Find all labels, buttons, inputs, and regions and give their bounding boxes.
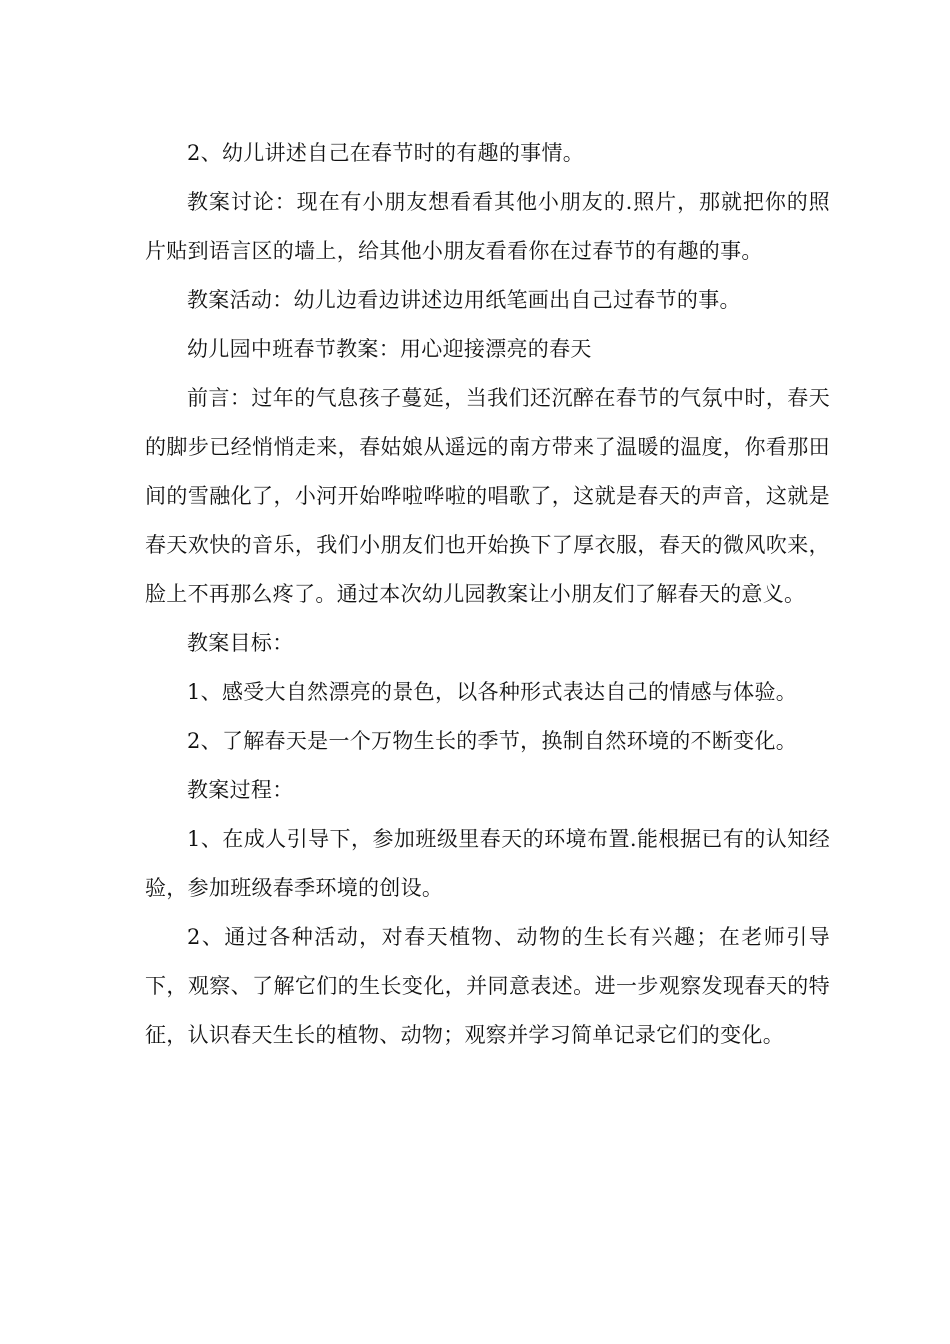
goal-item-1: 1、感受大自然漂亮的景色，以各种形式表达自己的情感与体验。 bbox=[187, 680, 798, 704]
process-item-1: 1、在成人引导下，参加班级里春天的环境布置.能根据已有的认知经验，参加班级春季环境的创设。 bbox=[145, 827, 830, 900]
goals-heading: 教案目标： bbox=[187, 631, 294, 655]
paragraph-3: 教案活动：幼儿边看边讲述边用纸笔画出自己过春节的事。 bbox=[187, 288, 741, 312]
paragraph-1: 2、幼儿讲述自己在春节时的有趣的事情。 bbox=[187, 141, 585, 165]
paragraph-preface: 前言：过年的气息孩子蔓延，当我们还沉醉在春节的气氛中时，春天的脚步已经悄悄走来，春姑娘从遥远的南方带来了温暖的温度，你看那田间的雪融化了，小河开始哗啦哗啦的唱歌了，这就是春天的声音，这就是春天欢快的音乐，我们小朋友们也开始换下了厚衣服，春天的微风吹来，脸上不再那么疼了。通过本次幼儿园教案让小朋友们了解春天的意义。 bbox=[145, 386, 830, 606]
process-heading: 教案过程： bbox=[187, 778, 294, 802]
paragraph-2: 教案讨论：现在有小朋友想看看其他小朋友的.照片，那就把你的照片贴到语言区的墙上，给其他小朋友看看你在过春节的有趣的事。 bbox=[145, 190, 830, 263]
goal-item-2: 2、了解春天是一个万物生长的季节，换制自然环境的不断变化。 bbox=[187, 729, 798, 753]
section-heading: 幼儿园中班春节教案：用心迎接漂亮的春天 bbox=[187, 337, 592, 361]
document-body bbox=[145, 129, 830, 1060]
process-item-2: 2、通过各种活动，对春天植物、动物的生长有兴趣；在老师引导下，观察、了解它们的生长变化，并同意表述。进一步观察发现春天的特征，认识春天生长的植物、动物；观察并学习简单记录它们的变化。 bbox=[145, 925, 830, 1047]
